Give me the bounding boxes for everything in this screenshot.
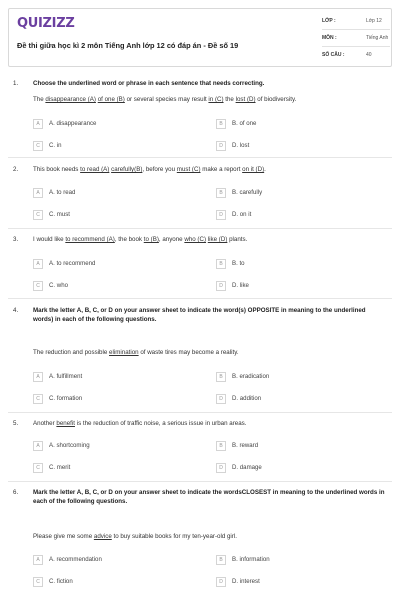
option-label: A. to read (49, 189, 76, 196)
option-label: C. must (49, 211, 70, 218)
answer-option[interactable] (216, 462, 262, 473)
option-label: B. eradication (232, 373, 270, 380)
option-label: B. reward (232, 442, 259, 449)
underlined-segment: on it (D) (242, 166, 265, 173)
option-letter-box[interactable]: D (216, 463, 226, 473)
answer-option[interactable] (216, 187, 262, 198)
question-sentence (33, 236, 247, 243)
question-instruction: Mark the letter A, B, C, or D on your answer sheet to indicate the word(s) OPPOSITE in meaning to the underlined words) in each of the following questions. (33, 307, 366, 323)
option-label: D. damage (232, 464, 262, 471)
meta-key: SỐ CÂU : (322, 52, 345, 58)
underlined-segment: in (C) (208, 96, 224, 103)
answer-option[interactable] (33, 393, 82, 404)
option-letter-box[interactable]: B (216, 441, 226, 451)
question-divider (8, 412, 392, 413)
answer-option[interactable] (216, 118, 256, 129)
option-letter-box[interactable]: C (33, 281, 43, 291)
sentence-segment: of waste tires may become a reality. (138, 349, 239, 356)
sentence-segment: This book needs (33, 166, 81, 173)
underlined-segment: advice (93, 533, 112, 540)
meta-value: Tiếng Anh (366, 35, 389, 41)
question-sentence (33, 96, 296, 103)
answer-option[interactable] (216, 393, 261, 404)
question-sentence (33, 166, 266, 173)
sentence-segment: is the reduction of traffic noise, a serious issue in urban areas. (74, 420, 247, 427)
option-label: C. in (49, 142, 62, 149)
option-label: D. on it (232, 211, 252, 218)
option-label: D. lost (232, 142, 250, 149)
sentence-segment: , anyone (158, 236, 185, 243)
sentence-segment: Another (33, 420, 57, 427)
option-label: D. interest (232, 578, 260, 585)
question-sentence (33, 420, 246, 427)
option-label: A. fulfillment (49, 373, 83, 380)
answer-option[interactable] (33, 576, 73, 587)
meta-key: LỚP : (322, 18, 336, 24)
answer-option[interactable] (216, 554, 270, 565)
answer-option[interactable] (216, 576, 260, 587)
option-label: C. merit (49, 464, 71, 471)
option-label: A. recommendation (49, 556, 102, 563)
question-sentence (33, 349, 239, 356)
underlined-segment: like (D) (207, 236, 228, 243)
option-letter-box[interactable]: B (216, 555, 226, 565)
question-divider (8, 481, 392, 482)
answer-option[interactable] (216, 140, 249, 151)
answer-option[interactable] (33, 280, 68, 291)
option-label: A. shortcoming (49, 442, 90, 449)
quizizz-logo: QUIZIZZ (17, 16, 75, 31)
question-number: 2. (13, 166, 19, 173)
answer-option[interactable] (216, 440, 258, 451)
question-number: 3. (13, 236, 19, 243)
question-sentence (33, 533, 237, 540)
sentence-segment: of biodiversity. (255, 96, 297, 103)
answer-option[interactable] (33, 554, 102, 565)
underlined-segment: to read (A) (80, 166, 110, 173)
option-letter-box[interactable]: C (33, 463, 43, 473)
option-letter-box[interactable]: D (216, 281, 226, 291)
option-letter-box[interactable]: B (216, 188, 226, 198)
option-letter-box[interactable]: A (33, 259, 43, 269)
meta-value: 40 (366, 52, 372, 58)
answer-option[interactable] (33, 258, 95, 269)
answer-option[interactable] (216, 371, 269, 382)
answer-option[interactable] (33, 462, 70, 473)
option-letter-box[interactable]: D (216, 141, 226, 151)
option-label: B. carefully (232, 189, 263, 196)
sentence-segment: to buy suitable books for my ten-year-old girl. (111, 533, 237, 540)
sentence-segment: The reduction and possible (33, 349, 110, 356)
answer-option[interactable] (33, 371, 82, 382)
sentence-segment: I would like (33, 236, 66, 243)
sentence-segment: or several species may result (124, 96, 209, 103)
answer-option[interactable] (33, 209, 70, 220)
option-letter-box[interactable]: A (33, 555, 43, 565)
underlined-segment: carefully(B) (111, 166, 143, 173)
question-instruction: Mark the letter A, B, C, or D on your answer sheet to indicate the wordsCLOSEST in meaning to the underlined words in each of the following questions. (33, 489, 385, 505)
answer-option[interactable] (33, 187, 75, 198)
underlined-segment: to recommend (A) (65, 236, 115, 243)
underlined-segment: who (C) (184, 236, 207, 243)
option-letter-box[interactable]: D (216, 394, 226, 404)
option-letter-box[interactable]: D (216, 210, 226, 220)
option-letter-box[interactable]: C (33, 210, 43, 220)
option-letter-box[interactable]: A (33, 119, 43, 129)
option-label: D. addition (232, 395, 262, 402)
option-label: C. formation (49, 395, 83, 402)
question-divider (8, 228, 392, 229)
sentence-segment: . (264, 166, 266, 173)
underlined-segment: lost (D) (235, 96, 256, 103)
meta-table (319, 9, 392, 66)
option-letter-box[interactable]: A (33, 441, 43, 451)
question-number: 4. (13, 307, 19, 314)
meta-key: MÔN : (322, 35, 337, 41)
question-divider (8, 298, 392, 299)
answer-option[interactable] (33, 440, 90, 451)
option-label: C. who (49, 282, 68, 289)
sentence-segment: , before you (142, 166, 177, 173)
answer-option[interactable] (216, 280, 249, 291)
question-number: 5. (13, 420, 19, 427)
option-letter-box[interactable]: C (33, 394, 43, 404)
underlined-segment: benefit (56, 420, 75, 427)
meta-value: Lớp 12 (366, 18, 382, 24)
answer-option[interactable] (33, 140, 62, 151)
question-number: 1. (13, 80, 19, 87)
option-label: D. like (232, 282, 249, 289)
underlined-segment: of one (B) (97, 96, 125, 103)
option-letter-box[interactable]: B (216, 119, 226, 129)
sentence-segment: plants. (227, 236, 248, 243)
meta-row-count (322, 47, 390, 64)
answer-option[interactable] (216, 258, 245, 269)
option-letter-box[interactable]: C (33, 141, 43, 151)
sentence-segment: Please give me some (33, 533, 94, 540)
option-letter-box[interactable]: C (33, 577, 43, 587)
meta-row-subject (322, 30, 390, 47)
underlined-segment: disappearance (A) (45, 96, 96, 103)
option-label: A. to recommend (49, 260, 96, 267)
answer-option[interactable] (216, 209, 251, 220)
option-letter-box[interactable]: B (216, 372, 226, 382)
question-instruction: Choose the underlined word or phrase in each sentence that needs correcting. (33, 80, 265, 87)
sentence-segment: the (223, 96, 236, 103)
sentence-segment: The (33, 96, 46, 103)
option-letter-box[interactable]: A (33, 372, 43, 382)
underlined-segment: to (B) (143, 236, 159, 243)
option-label: A. disappearance (49, 120, 97, 127)
option-letter-box[interactable]: B (216, 259, 226, 269)
option-label: C. fiction (49, 578, 73, 585)
underlined-segment: elimination (109, 349, 139, 356)
option-letter-box[interactable]: D (216, 577, 226, 587)
meta-row-class (322, 13, 390, 30)
option-letter-box[interactable]: A (33, 188, 43, 198)
sentence-segment: make a report (200, 166, 243, 173)
document-header (8, 8, 392, 67)
underlined-segment: must (C) (176, 166, 201, 173)
option-label: B. information (232, 556, 270, 563)
document-title: Đề thi giữa học kì 2 môn Tiếng Anh lớp 12 có đáp án - Đề số 19 (17, 41, 239, 50)
question-divider (8, 157, 392, 158)
answer-option[interactable] (33, 118, 96, 129)
sentence-segment: , the book (114, 236, 144, 243)
option-label: B. to (232, 260, 245, 267)
question-number: 6. (13, 489, 19, 496)
option-label: B. of one (232, 120, 257, 127)
